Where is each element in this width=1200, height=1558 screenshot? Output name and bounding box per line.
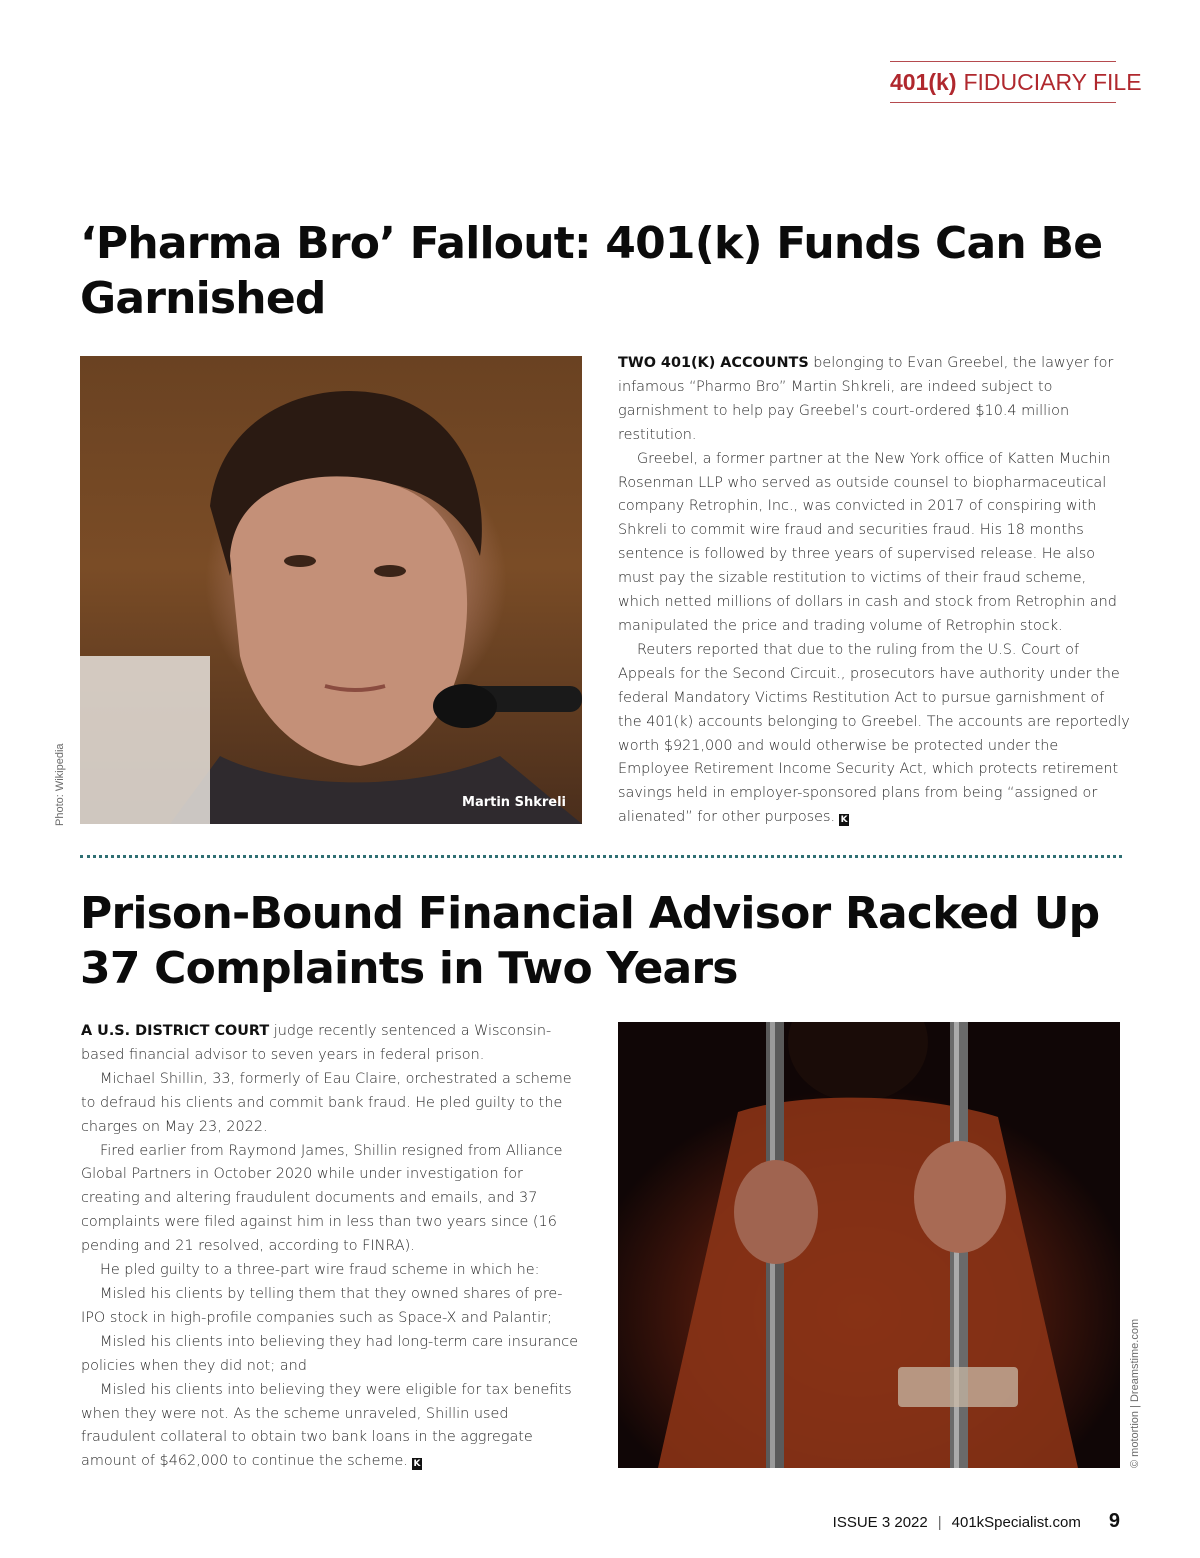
page-number: 9 [1108, 1510, 1120, 1532]
article2-paragraph: Fired earlier from Raymond James, Shillin resigned from Alliance Global Partners in October 2020 while under investigation for creating and altering fraudulent documents and emails, and 37 complaints were filed against him in less than two years since (16 pending and 21 resolved, according to FINRA). [81, 1142, 563, 1255]
end-mark-icon: K [840, 815, 848, 826]
section-label [890, 61, 1142, 103]
article1-lead: TWO 401(K) ACCOUNTS [618, 355, 809, 371]
portrait-illustration [80, 356, 582, 824]
section-label-strong: 401(k) [890, 68, 957, 95]
article1-text: belonging to Evan Greebel, the lawyer for infamous “Pharmo Bro” Martin Shkreli, are indeed subject to garnishment to help pay Greebel’s court-ordered $10.4 million restitution. [618, 355, 1114, 443]
photo-credit: Photo: Wikipedia [54, 743, 66, 826]
article1-paragraph [618, 352, 1130, 448]
website-label: 401kSpecialist.com [951, 1514, 1081, 1531]
article1-body [618, 352, 1130, 830]
article2-text: Misled his clients into believing they were eligible for tax benefits when they were not. As the scheme unraveled, Shillin used fraudulent collateral to obtain two bank loans in the aggregate amount of $462,000 to continue the scheme. [81, 1381, 572, 1470]
article1-headline: ‘Pharma Bro’ Fallout: 401(k) Funds Can Be Garnished [80, 218, 1103, 324]
article1-paragraph: Greebel, a former partner at the New York office of Katten Muchin Rosenman LLP who served as outside counsel to biopharmaceutical company Retrophin, Inc., was convicted in 2017 of conspiring with Shkreli to commit wire fraud and securities fraud. His 18 months sentence is followed by three years of supervised release. He also must pay the sizable restitution to victims of their fraud scheme, which netted millions of dollars in cash and stock from Retrophin and manipulated the price and trading volume of Retrophin stock. [618, 450, 1117, 634]
article2-text: judge recently sentenced a Wisconsin-based financial advisor to seven years in federal prison. [81, 1023, 552, 1063]
prison-illustration [618, 1022, 1120, 1468]
photo-credit: © motortion | Dreamstime.com [1129, 1318, 1141, 1468]
article2-paragraph [81, 1020, 583, 1068]
photo-caption: Martin Shkreli [462, 795, 566, 810]
article2-paragraph: Misled his clients by telling them that they owned shares of pre-IPO stock in high-profile companies such as Space-X and Palantir; [81, 1285, 563, 1326]
martin-shkreli-photo [80, 356, 582, 824]
article2-headline: Prison-Bound Financial Advisor Racked Up 37 Complaints in Two Years [80, 888, 1100, 994]
prisoner-photo [618, 1022, 1120, 1468]
article2-paragraph: Misled his clients into believing they had long-term care insurance policies when they did not; and [81, 1333, 579, 1374]
footer-separator: | [937, 1514, 942, 1531]
end-mark-icon: K [413, 1459, 421, 1470]
article1-text: Reuters reported that due to the ruling from the U.S. Court of Appeals for the Second Circuit., prosecutors have authority under the federal Mandatory Victims Restitution Act to pursue garnishment of the 401(k) accounts belonging to Greebel. The accounts are reportedly worth $921,000 and would otherwise be protected under the Employee Retirement Income Security Act, which protects retirement savings held in employer-sponsored plans from being “assigned or alienated” for other purposes. [618, 641, 1130, 826]
article2-lead: A U.S. DISTRICT COURT [81, 1023, 270, 1039]
article2-body [81, 1020, 583, 1474]
article2-paragraph: Michael Shillin, 33, formerly of Eau Claire, orchestrated a scheme to defraud his clients and commit bank fraud. He pled guilty to the charges on May 23, 2022. [81, 1070, 572, 1135]
section-label-rest: FIDUCIARY FILE [963, 68, 1142, 95]
article2-paragraph: He pled guilty to a three-part wire fraud scheme in which he: [100, 1262, 540, 1279]
article2-paragraph [81, 1379, 583, 1475]
section-divider [80, 855, 1122, 858]
article1-paragraph [618, 639, 1130, 830]
issue-label: ISSUE 3 2022 [832, 1514, 928, 1531]
page-footer [833, 1510, 1120, 1533]
